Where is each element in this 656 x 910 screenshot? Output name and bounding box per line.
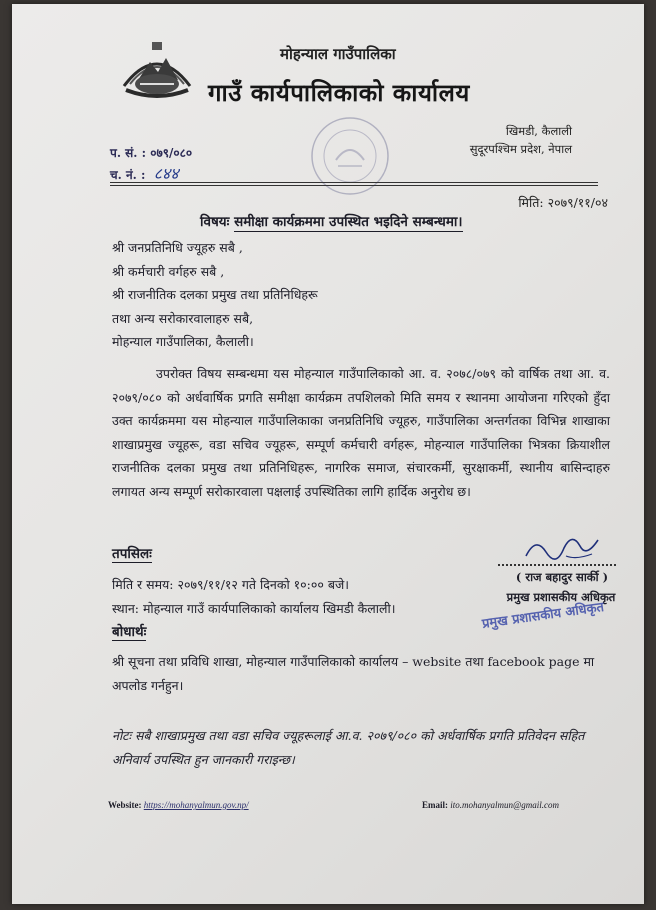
subject-text: समीक्षा कार्यक्रममा उपस्थित भइदिने सम्बन्धमा। [234, 214, 463, 230]
subject-line [200, 212, 463, 230]
bodhartha-heading: बोधार्थः [112, 624, 147, 640]
signature-icon [506, 526, 610, 566]
event-place: स्थान: मोहन्याल गाउँ कार्यपालिकाको कार्यालय खिमडी कैलाली। [112, 601, 396, 616]
event-time: मिति र समय: २०७९/११/१२ गते दिनको १०:०० बजे। [112, 577, 349, 592]
recipient-line: श्री राजनीतिक दलका प्रमुख तथा प्रतिनिधिहरू [112, 287, 318, 302]
chalani-handwritten-value: ८४४ [153, 164, 179, 183]
address-line-2: सुदूरपश्चिम प्रदेश, नेपाल [469, 142, 572, 156]
header-divider-double [110, 185, 598, 186]
chalani-label: च. नं. : [110, 168, 146, 182]
municipality-name: मोहन्याल गाउँपालिका [280, 45, 396, 63]
email-link[interactable]: ito.mohanyalmun@gmail.com [450, 800, 560, 810]
chalani-number [110, 162, 179, 184]
footer-website [108, 800, 249, 810]
subject-label: विषयः [200, 214, 230, 230]
nepal-emblem-icon [116, 40, 198, 106]
recipient-line: तथा अन्य सरोकारवालाहरु सबै, [112, 310, 254, 326]
patra-sankhya: प. सं. : ०७९/०८० [110, 146, 193, 160]
recipient-list [112, 236, 318, 354]
office-title: गाउँ कार्यपालिकाको कार्यालय [208, 78, 470, 107]
signer-name: ( राज बहादुर सार्की ) [515, 570, 609, 584]
letter-sheet [12, 4, 644, 904]
designation-stamp: प्रमुख प्रशासकीय अधिकृत [481, 599, 605, 632]
header-divider [110, 182, 598, 183]
recipient-line: श्री कर्मचारी वर्गहरु सबै , [112, 263, 225, 279]
signature-line [498, 564, 616, 566]
email-label: Email: [422, 800, 448, 810]
body-paragraph: उपरोक्त विषय सम्बन्धमा यस मोहन्याल गाउँपालिकाको आ. व. २०७८/०७९ को वार्षिक तथा आ. व. २०७९/०८० को अर्धवार्षिक प्रगति समीक्षा कार्यक्रम तपशिलको मिति समय र स्थानमा आयोजना गरिएको हुँदा उक्त कार्यक्रममा यस मोहन्याल गाउँपालिकाका जनप्रतिनिधि ज्यूहरु, गाउँपालिका अन्तर्गतका विभिन्न शाखाका शाखाप्रमुख ज्यूहरू, वडा सचिव ज्यूहरू, सम्पूर्ण कर्मचारी वर्गहरू, मोहन्याल गाउँपालिका भित्रका क्रियाशील राजनीतिक दलका प्रमुख तथा प्रतिनिधिहरू, नागरिक समाज, संचारकर्मी, सुरक्षाकर्मी, स्थानीय बासिन्दाहरु लगायत अन्य सम्पूर्ण सरोकारवाला पक्षलाई उपस्थितिका लागि हार्दिक अनुरोध छ। [112, 366, 610, 499]
website-link[interactable]: https://mohanyalmun.gov.np/ [143, 800, 249, 810]
address-line-1: खिमडी, कैलाली [505, 124, 572, 138]
recipient-line: श्री जनप्रतिनिधि ज्यूहरु सबै , [112, 240, 243, 255]
note-text: नोटः सबै शाखाप्रमुख तथा वडा सचिव ज्यूहरूलाई आ.व. २०७९/०८० को अर्धवार्षिक प्रगति प्रतिवेदन सहित अनिवार्य उपस्थित हुन जानकारी गराइन्छ। [112, 728, 585, 767]
recipient-line: मोहन्याल गाउँपालिका, कैलाली। [112, 334, 254, 349]
letter-date: मिति: २०७९/११/०४ [518, 195, 608, 210]
tapasil-heading: तपसिलः [112, 546, 152, 562]
signer-title: प्रमुख प्रशासकीय अधिकृत [506, 590, 616, 604]
footer-email [422, 800, 559, 810]
bodhartha-text: श्री सूचना तथा प्रविधि शाखा, मोहन्याल गाउँपालिकाको कार्यालय – website तथा facebook page मा अपलोड गर्नहुन। [112, 654, 595, 693]
website-label: Website: [108, 800, 142, 810]
